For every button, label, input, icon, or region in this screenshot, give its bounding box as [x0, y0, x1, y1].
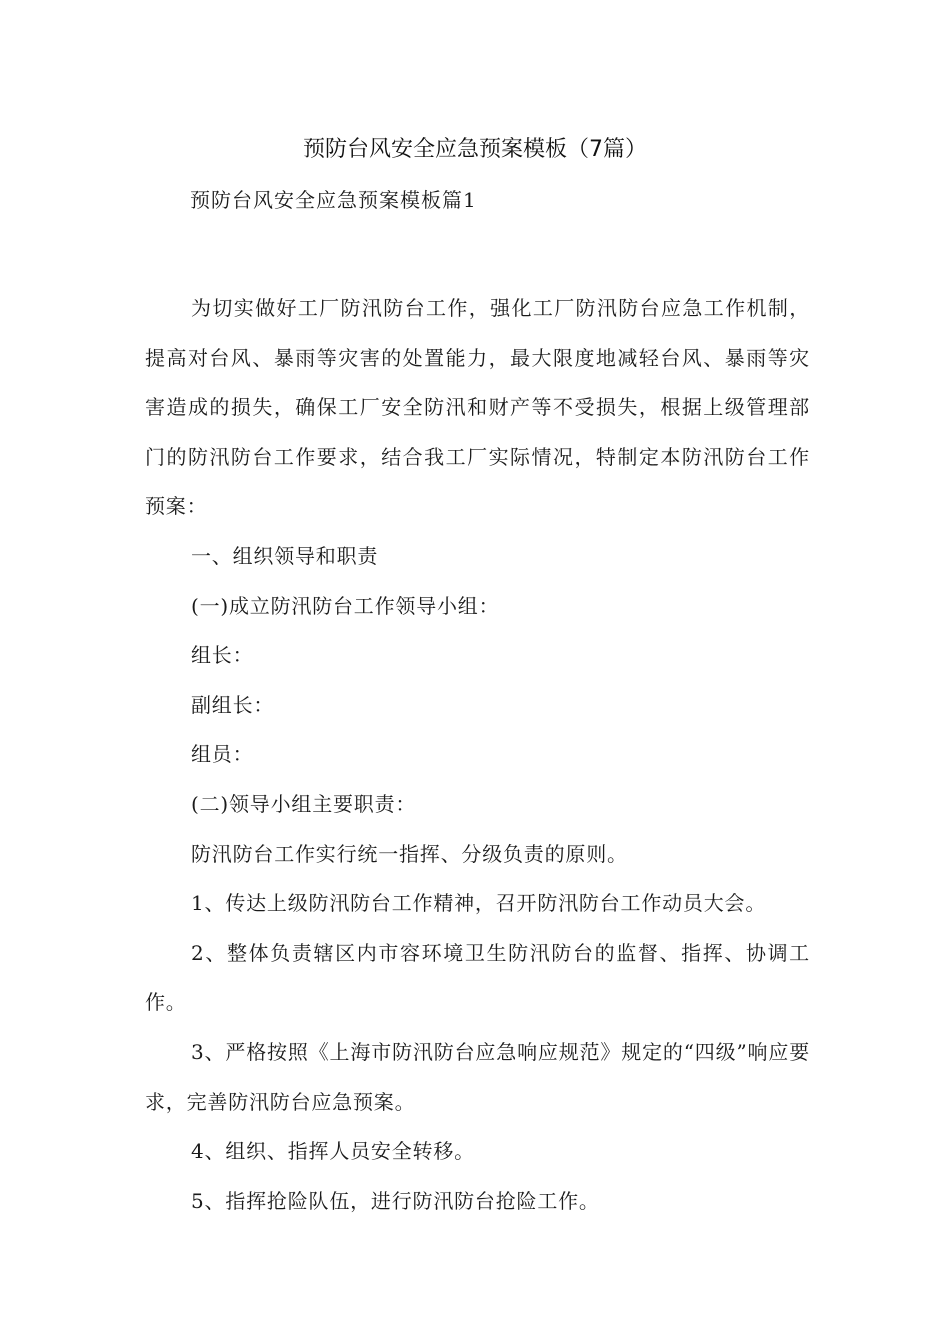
- subsection-heading-group: (一)成立防汛防台工作领导小组：: [191, 593, 500, 618]
- duty-item-2: 2、整体负责辖区内市容环境卫生防汛防台的监督、指挥、协调工作。: [145, 940, 810, 1015]
- duty-item-1: 1、传达上级防汛防台工作精神，召开防汛防台工作动员大会。: [191, 891, 767, 916]
- document-body: [145, 284, 810, 1226]
- paragraph-principle: 防汛防台工作实行统一指挥、分级负责的原则。: [191, 841, 628, 866]
- duty-item-4: 4、组织、指挥人员安全转移。: [191, 1139, 475, 1164]
- document-title: 预防台风安全应急预案模板（7篇）: [303, 137, 647, 162]
- subsection-heading-duties: (二)领导小组主要职责：: [191, 791, 417, 816]
- paragraph-intro: 为切实做好工厂防汛防台工作，强化工厂防汛防台应急工作机制，提高对台风、暴雨等灾害的处置能力，最大限度地减轻台风、暴雨等灾害造成的损失，确保工厂安全防汛和财产等不受损失，根据上级管理部门的防汛防台工作要求，结合我工厂实际情况，特制定本防汛防台工作预案：: [145, 296, 810, 519]
- duty-item-3: 3、严格按照《上海市防汛防台应急响应规范》规定的“四级”响应要求，完善防汛防台应急预案。: [145, 1039, 810, 1114]
- document-subtitle: 预防台风安全应急预案模板篇1: [190, 188, 477, 212]
- list-item-leader: 组长：: [191, 643, 254, 668]
- duty-item-5: 5、指挥抢险队伍，进行防汛防台抢险工作。: [191, 1188, 600, 1213]
- list-item-deputy-leader: 副组长：: [191, 692, 275, 717]
- section-heading-organization: 一、组织领导和职责: [191, 543, 379, 568]
- list-item-members: 组员：: [191, 742, 254, 767]
